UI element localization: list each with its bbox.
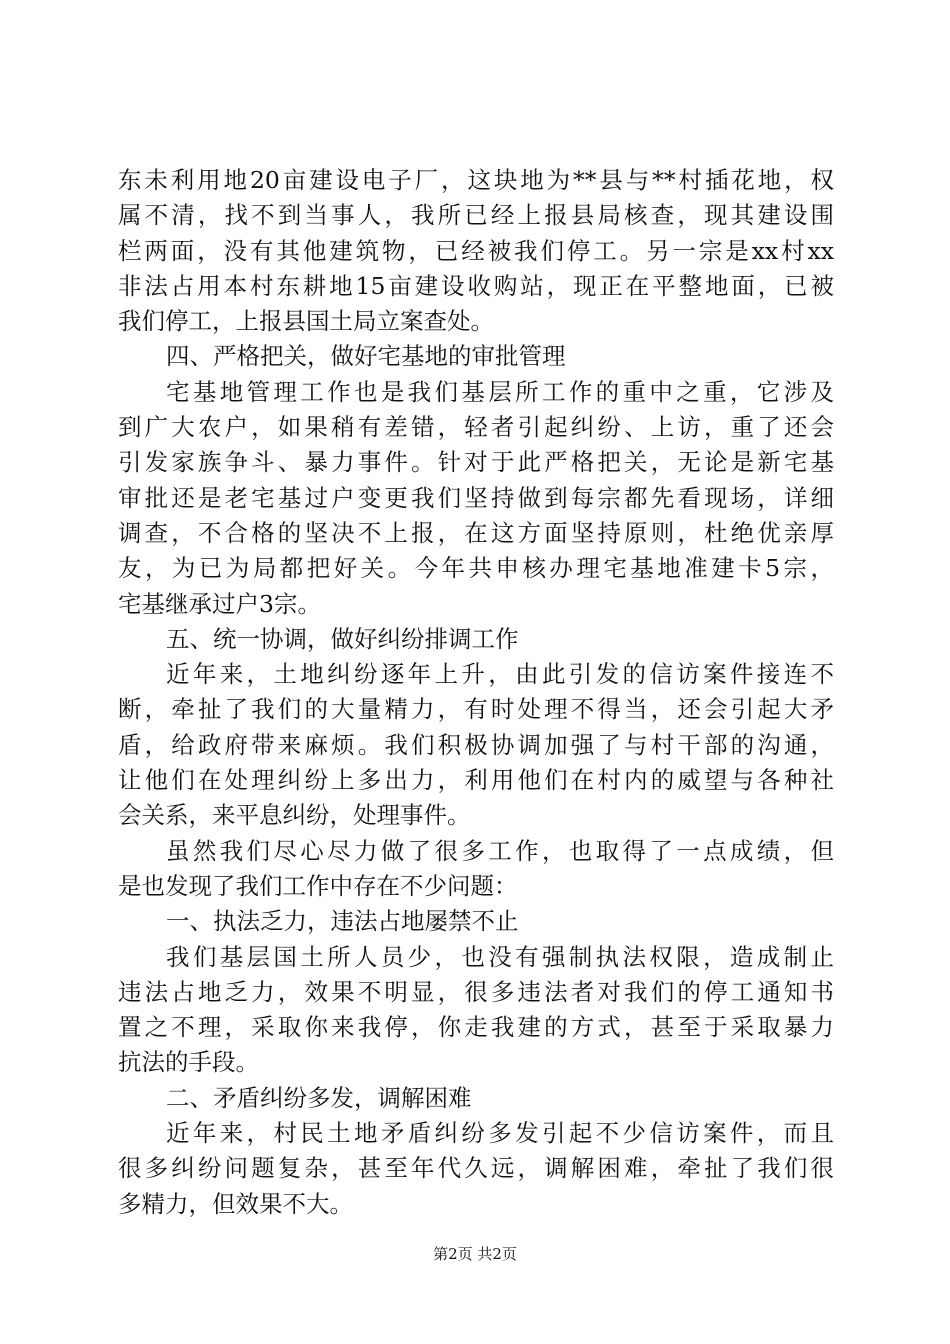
- text-line: 一、执法乏力，违法占地屡禁不止: [166, 907, 519, 936]
- text-line: 非法占用本村东耕地15亩建设收购站，现正在平整地面，已被: [118, 271, 834, 300]
- text-line: 宅基继承过户3宗。: [118, 589, 321, 618]
- text-line: 四、严格把关，做好宅基地的审批管理: [166, 342, 566, 371]
- text-line: 多精力，但效果不大。: [118, 1189, 353, 1218]
- text-line: 近年来，土地纠纷逐年上升，由此引发的信访案件接连不: [166, 660, 834, 689]
- text-line: 置之不理，采取你来我停，你走我建的方式，甚至于采取暴力: [118, 1013, 834, 1042]
- text-line: 我们基层国土所人员少，也没有强制执法权限，造成制止: [166, 942, 834, 971]
- text-line: 是也发现了我们工作中存在不少问题：: [118, 871, 518, 900]
- text-line: 属不清，找不到当事人，我所已经上报县局核查，现其建设围: [118, 201, 834, 230]
- text-line: 虽然我们尽心尽力做了很多工作，也取得了一点成绩，但: [166, 836, 834, 865]
- text-line: 调查，不合格的坚决不上报，在这方面坚持原则，杜绝优亲厚: [118, 518, 834, 547]
- text-line: 断，牵扯了我们的大量精力，有时处理不得当，还会引起大矛: [118, 695, 834, 724]
- text-line: 引发家族争斗、暴力事件。针对于此严格把关，无论是新宅基: [118, 448, 834, 477]
- text-line: 违法占地乏力，效果不明显，很多违法者对我们的停工通知书: [118, 977, 834, 1006]
- text-line: 宅基地管理工作也是我们基层所工作的重中之重，它涉及: [166, 377, 834, 406]
- text-line: 很多纠纷问题复杂，甚至年代久远，调解困难，牵扯了我们很: [118, 1154, 834, 1183]
- text-line: 友，为已为局都把好关。今年共申核办理宅基地准建卡5宗，: [118, 554, 834, 583]
- document-body: [118, 163, 834, 1222]
- text-line: 让他们在处理纠纷上多出力，利用他们在村内的威望与各种社: [118, 766, 834, 795]
- text-line: 东未利用地20亩建设电子厂，这块地为**县与**村插花地，权: [118, 166, 834, 194]
- text-line: 五、统一协调，做好纠纷排调工作: [166, 624, 519, 653]
- text-line: 我们停工，上报县国土局立案查处。: [118, 307, 494, 336]
- text-line: 二、矛盾纠纷多发，调解困难: [166, 1083, 472, 1112]
- text-line: 审批还是老宅基过户变更我们坚持做到每宗都先看现场，详细: [118, 483, 834, 512]
- text-line: 盾，给政府带来麻烦。我们积极协调加强了与村干部的沟通，: [118, 730, 834, 759]
- page-footer: 第2页 共2页: [433, 1245, 517, 1263]
- text-line: 到广大农户，如果稍有差错，轻者引起纠纷、上访，重了还会: [118, 413, 834, 442]
- text-line: 近年来，村民土地矛盾纠纷多发引起不少信访案件，而且: [166, 1119, 834, 1148]
- text-line: 会关系，来平息纠纷，处理事件。: [118, 801, 471, 830]
- text-line: 栏两面，没有其他建筑物，已经被我们停工。另一宗是xx村xx: [118, 236, 834, 265]
- text-line: 抗法的手段。: [118, 1048, 259, 1077]
